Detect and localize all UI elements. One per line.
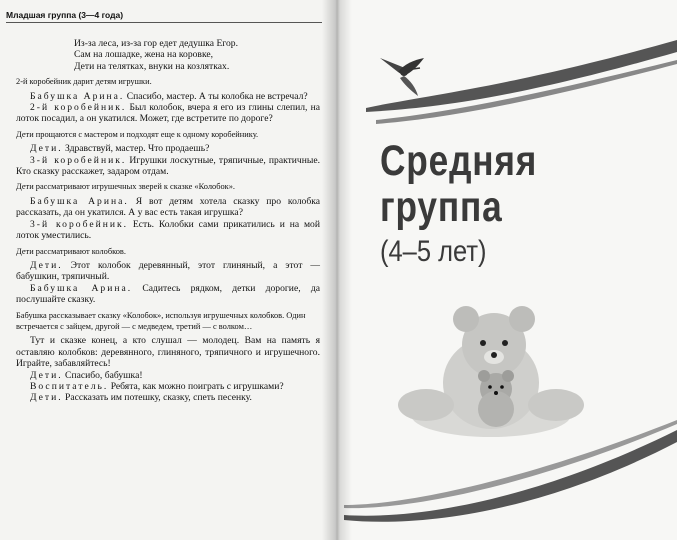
- verse-line: Из-за леса, из-за гор едет дедушка Егор.: [74, 38, 238, 49]
- line-text: Рассказать им потешку, сказку, спеть песенку.: [62, 392, 252, 404]
- line-text: Был колобок, вчера я его из глины слепил, на лоток посадил, а он укатился. Может, где встретите по дороге?: [16, 102, 320, 125]
- speaker: 2-й коробейник.: [30, 102, 127, 114]
- line-text: Спасибо, мастер. А ты колобка не встречал?: [124, 90, 308, 102]
- line-text: Ребята, как можно поиграть с игрушками?: [108, 380, 284, 392]
- speaker: Дети.: [30, 369, 63, 381]
- speaker: Бабушка Арина.: [30, 90, 125, 102]
- line-text: Этот колобок деревянный, этот глиняный, а этот — бабушкин, тряпичный.: [16, 259, 320, 283]
- right-page: [336, 0, 677, 540]
- verse-line: Дети на телятках, внуки на козлятках.: [74, 60, 230, 72]
- dialogue-line: [16, 381, 320, 392]
- dialogue-line: [16, 143, 320, 154]
- dialogue-line: [16, 102, 320, 125]
- speaker: Дети.: [30, 259, 63, 271]
- dialogue-line: [16, 283, 320, 306]
- dialogue-line: [16, 196, 320, 219]
- dialogue-line: [16, 91, 320, 102]
- line-text: Игрушки лоскутные, тряпичные, практичные. Кто сказку расскажет, задаром отдам.: [16, 154, 320, 178]
- stage-direction: Дети рассматривают колобков.: [16, 246, 126, 256]
- speaker: Дети.: [30, 392, 63, 404]
- title-line-2: группа: [380, 183, 503, 231]
- speaker: Воспитатель.: [30, 380, 109, 392]
- dialogue-line: [16, 155, 320, 178]
- book-gutter: [322, 0, 352, 540]
- left-page: [0, 0, 336, 540]
- line-text: Садитесь рядком, детки дорогие, да послушайте сказку.: [16, 282, 320, 306]
- stage-direction: Дети прощаются с мастером и подходят еще к одному коробейнику.: [16, 129, 259, 139]
- line-text: Есть. Колобки сами прикатились и на мой лоток уместились.: [16, 218, 320, 242]
- speaker: 3-й коробейник.: [30, 154, 127, 166]
- speaker: Бабушка Арина.: [30, 195, 129, 207]
- title-line-1: Средняя: [380, 137, 538, 185]
- line-text: Здравствуй, мастер. Что продаешь?: [62, 143, 210, 155]
- line-text: Я вот детям хотела сказку про колобка рассказать, да он укатился. А у вас есть такая игрушка?: [16, 195, 320, 219]
- stage-direction: 2-й коробейник дарит детям игрушки.: [16, 77, 152, 87]
- running-head: Младшая группа (3—4 года): [6, 10, 322, 23]
- verse-line: Сам на лошадке, жена на коровке,: [74, 49, 214, 61]
- dialogue-line: [16, 392, 320, 403]
- body-text: [16, 38, 320, 404]
- dialogue-line: [16, 370, 320, 381]
- narration-line: Тут и сказке конец, а кто слушал — молодец. Вам на память я оставляю колобков: деревянного, глиняного, тряпичного и игрушечного. Играйте, забавляйтесь!: [16, 335, 320, 370]
- dialogue-line: [16, 219, 320, 242]
- line-text: Спасибо, бабушка!: [62, 369, 143, 381]
- stage-direction: Дети рассматривают игрушечных зверей к сказке «Колобок».: [16, 182, 236, 192]
- chapter-title: [380, 138, 620, 270]
- speaker: Дети.: [30, 143, 63, 155]
- dialogue-line: [16, 260, 320, 283]
- title-age-range: (4–5 лет): [380, 235, 487, 268]
- speaker: Бабушка Арина.: [30, 282, 133, 294]
- speaker: 3-й коробейник.: [30, 218, 129, 230]
- stage-direction: Бабушка рассказывает сказку «Колобок», используя игрушечных колобков. Один встречается с зайцем, другой — с медведем, третий — с волком…: [16, 310, 306, 331]
